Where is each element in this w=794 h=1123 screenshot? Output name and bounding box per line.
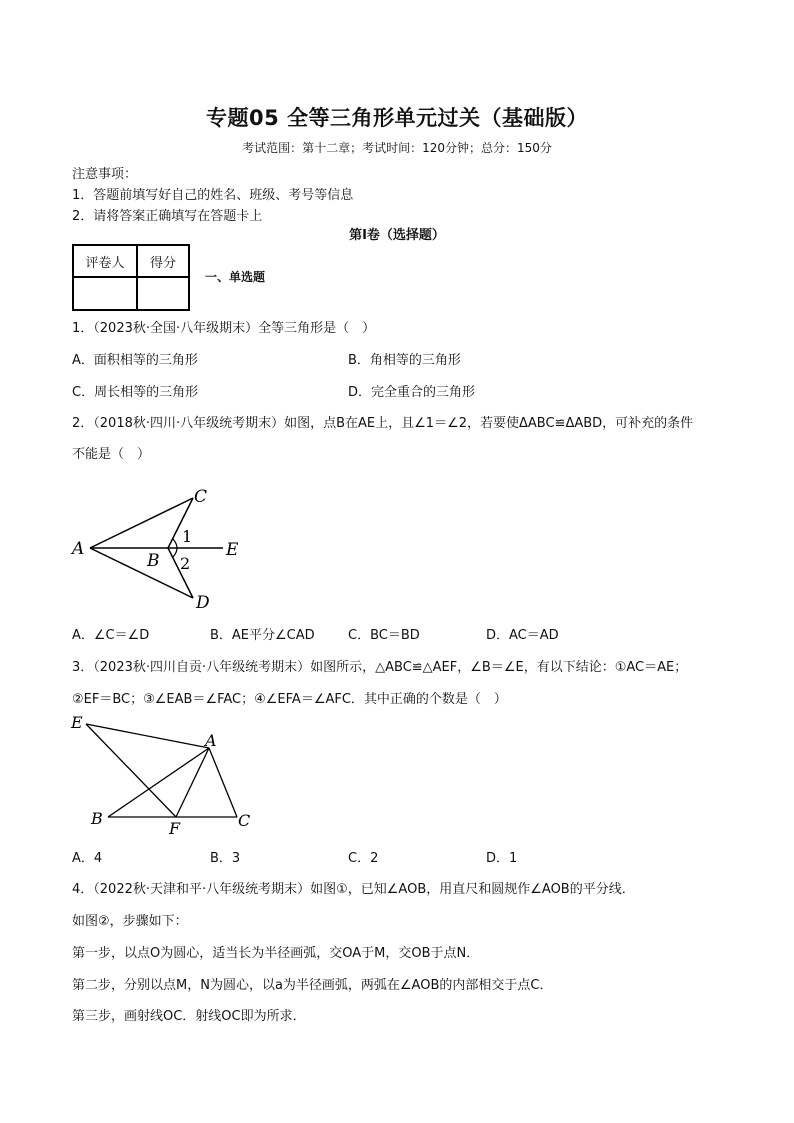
notes-item-1: 1．答题前填写好自己的姓名、班级、考号等信息 <box>72 188 354 203</box>
q2-label-e: E <box>226 540 239 560</box>
q3-option-b[interactable]: B．3 <box>210 851 241 866</box>
q2-option-a[interactable]: A．∠C＝∠D <box>72 628 150 643</box>
exam-info: 考试范围：第十二章；考试时间：120分钟；总分：150分 <box>242 141 552 155</box>
notes-item-2: 2．请将答案正确填写在答题卡上 <box>72 209 263 224</box>
q2-label-d: D <box>196 593 210 613</box>
score-table-header-score: 得分 <box>137 245 189 277</box>
q4-line-3: 第二步，分别以点M，N为圆心，以a为半径画弧，两弧在∠AOB的内部相交于点C． <box>72 978 553 993</box>
q3-label-b: B <box>91 809 103 828</box>
q1-option-c[interactable]: C．周长相等的三角形 <box>72 385 199 400</box>
q2-label-angle-1: 1 <box>182 527 193 546</box>
q2-option-b[interactable]: B．AE平分∠CAD <box>210 628 315 643</box>
q3-option-d[interactable]: D．1 <box>486 851 518 866</box>
page-title: 专题05 全等三角形单元过关（基础版） <box>205 106 589 130</box>
q2-label-c: C <box>194 487 208 507</box>
q3-stem-line2: ②EF＝BC；③∠EAB＝∠FAC；④∠EFA＝∠AFC．其中正确的个数是（ ） <box>72 692 507 707</box>
q3-option-c[interactable]: C．2 <box>348 851 379 866</box>
q2-stem-line1: 2．（2018秋·四川·八年级统考期末）如图，点B在AE上，且∠1＝∠2，若要使ΔABC≌ΔABD，可补充的条件 <box>72 416 694 431</box>
score-table-header-grader: 评卷人 <box>73 245 137 277</box>
q2-label-a: A <box>72 539 85 559</box>
q4-line-1: 如图②，步骤如下： <box>72 914 188 929</box>
q4-line-4: 第三步，画射线OC．射线OC即为所求． <box>72 1009 306 1024</box>
q3-stem-line1: 3．（2023秋·四川自贡·八年级统考期末）如图所示，△ABC≌△AEF，∠B＝∠E，有以下结论：①AC＝AE； <box>72 660 688 675</box>
q2-stem-line2: 不能是（ ） <box>72 447 151 462</box>
volume-title: 第I卷（选择题） <box>349 228 445 243</box>
q1-option-d[interactable]: D．完全重合的三角形 <box>348 385 476 400</box>
q1-option-b[interactable]: B．角相等的三角形 <box>348 353 461 368</box>
q2-option-d[interactable]: D．AC＝AD <box>486 628 559 643</box>
q2-label-b: B <box>147 551 160 571</box>
score-table-cell-score[interactable] <box>137 277 189 310</box>
q3-option-a[interactable]: A．4 <box>72 851 103 866</box>
q4-line-2: 第一步，以点O为圆心，适当长为半径画弧，交OA于M，交OB于点N． <box>72 946 480 961</box>
q3-label-e: E <box>71 713 83 732</box>
q2-figure <box>60 480 260 615</box>
q2-option-c[interactable]: C．BC＝BD <box>348 628 420 643</box>
q3-label-f: F <box>169 819 181 838</box>
q3-label-a: A <box>205 731 217 750</box>
score-table-cell-grader[interactable] <box>73 277 137 310</box>
q1-option-a[interactable]: A．面积相等的三角形 <box>72 353 198 368</box>
q4-stem: 4．（2022秋·天津和平·八年级统考期末）如图①，已知∠AOB，用直尺和圆规作∠AOB的平分线． <box>72 882 635 897</box>
section-title: 一、单选题 <box>205 270 266 284</box>
score-table <box>72 244 190 311</box>
q3-label-c: C <box>238 811 251 830</box>
notes-heading: 注意事项： <box>72 167 138 182</box>
q2-label-angle-2: 2 <box>180 554 191 573</box>
q1-stem: 1．（2023秋·全国·八年级期末）全等三角形是（ ） <box>72 321 376 336</box>
q3-figure <box>66 710 266 840</box>
